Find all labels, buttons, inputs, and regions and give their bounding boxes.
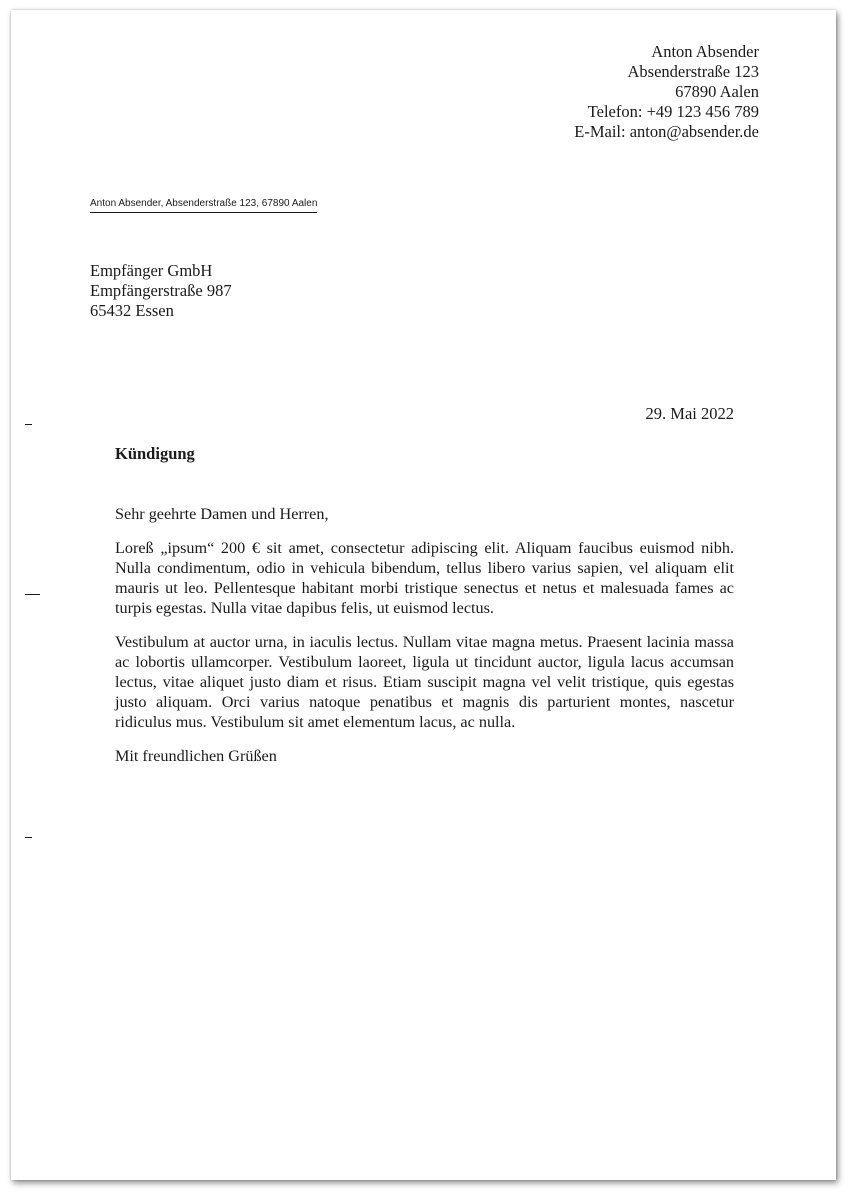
recipient-city: 65432 Essen (90, 301, 174, 320)
recipient-address-block (90, 261, 232, 321)
sender-city: 67890 Aalen (675, 82, 759, 101)
letter-date: 29. Mai 2022 (645, 404, 734, 423)
letter-body (115, 504, 734, 766)
fold-mark-top (25, 424, 32, 425)
letter-page (11, 10, 836, 1180)
closing-phrase: Mit freundlichen Grüßen (115, 747, 277, 765)
sender-name: Anton Absender (651, 42, 759, 61)
recipient-street: Empfängerstraße 987 (90, 281, 232, 300)
return-address-line: Anton Absender, Absenderstraße 123, 67890 Aalen (90, 198, 317, 213)
letter-subject: Kündigung (115, 444, 195, 463)
sender-phone: Telefon: +49 123 456 789 (587, 102, 759, 121)
sender-street: Absenderstraße 123 (627, 62, 759, 81)
body-paragraph-1: Loreß „ipsum“ 200 € sit amet, consectetur adipiscing elit. Aliquam faucibus euismod nibh. Nulla condimentum, odio in vehicula bibendum, tellus libero varius sapien, vel aliquam elit mauris ut leo. Pellentesque habitant morbi tristique senectus et netus et malesuada fames ac turpis egestas. Nulla vitae dapibus felis, ut euismod lectus. (115, 539, 734, 617)
punch-hole-mark (25, 594, 40, 595)
recipient-name: Empfänger GmbH (90, 261, 213, 280)
salutation: Sehr geehrte Damen und Herren, (115, 505, 329, 523)
fold-mark-bottom (25, 837, 32, 838)
sender-email: E-Mail: anton@absender.de (574, 122, 759, 141)
body-paragraph-2: Vestibulum at auctor urna, in iaculis lectus. Nullam vitae magna metus. Praesent lacinia massa ac lobortis ullamcorper. Vestibulum laoreet, ligula ut tincidunt auctor, ligula lacus accumsan lectus, vitae aliquet justo diam et risus. Etiam suscipit magna vel velit tristique, quis egestas justo aliquam. Orci varius natoque penatibus et magnis dis parturient montes, nascetur ridiculus mus. Vestibulum sit amet elementum lacus, ac nulla. (115, 633, 734, 731)
sender-address-block (574, 42, 759, 142)
